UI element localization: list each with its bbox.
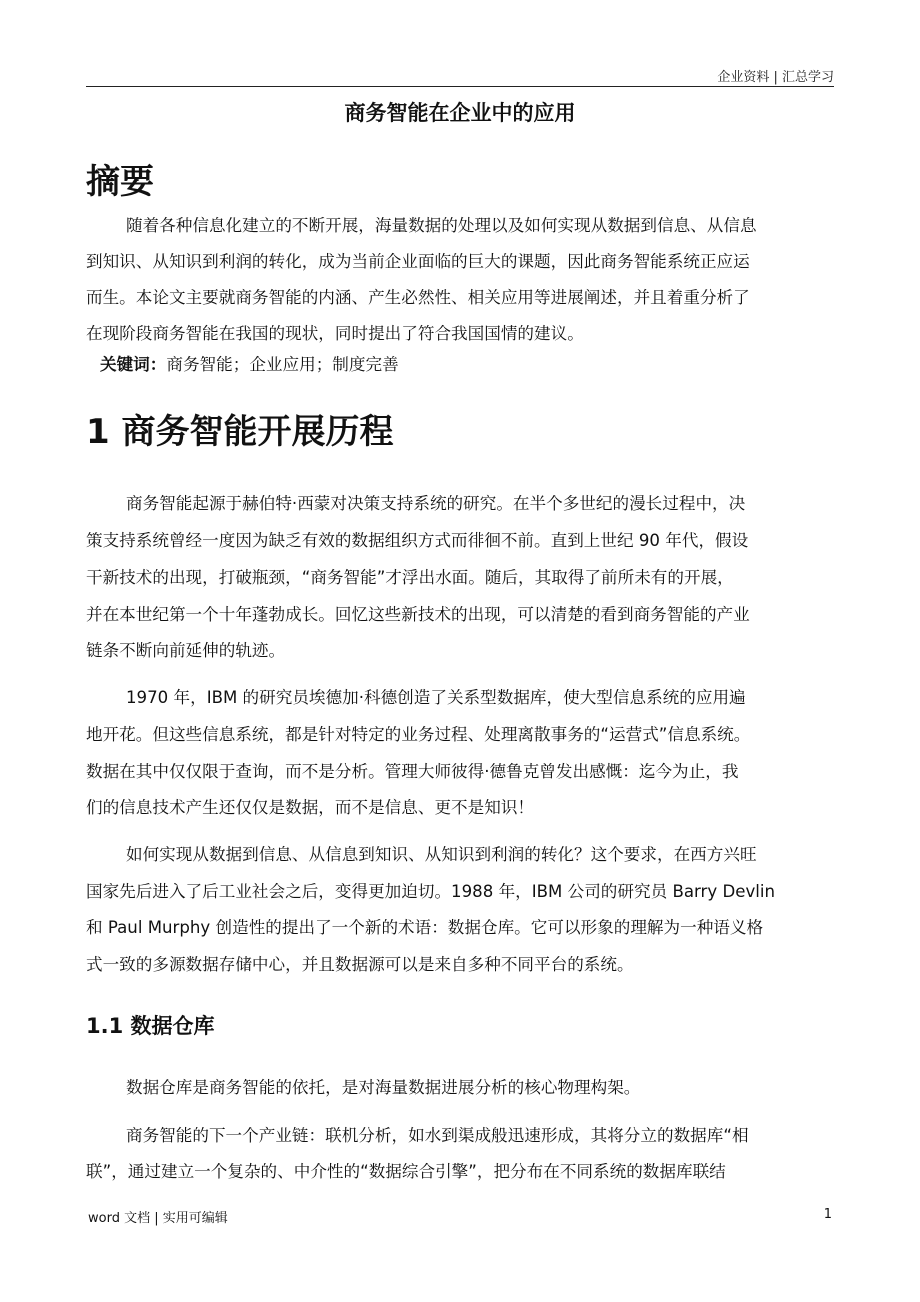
section-1-1-para-2-line: 联”，通过建立一个复杂的、中介性的“数据综合引擎”，把分布在不同系统的数据库联结 (86, 1162, 726, 1181)
footer-note: word 文档 | 实用可编辑 (88, 1211, 228, 1226)
section-1-para-3-line: 式一致的多源数据存储中心，并且数据源可以是来自多种不同平台的系统。 (86, 955, 634, 974)
section-1-para-2-line: 地开花。但这些信息系统，都是针对特定的业务过程、处理离散事务的“运营式”信息系统。 (86, 725, 751, 744)
section-1-para-2-line: 数据在其中仅仅限于查询，而不是分析。管理大师彼得·德鲁克曾发出感慨：迄今为止，我 (86, 762, 739, 781)
section-1-para-3-line: 如何实现从数据到信息、从信息到知识、从知识到利润的转化？这个要求，在西方兴旺 (126, 845, 757, 864)
keywords-label: 关键词： (100, 355, 167, 374)
section-1-para-3-line: 国家先后进入了后工业社会之后，变得更加迫切。1988 年，IBM 公司的研究员 Barry Devlin (86, 882, 776, 901)
section-1-para-2-line: 们的信息技术产生还仅仅是数据，而不是信息、更不是知识！ (86, 798, 535, 817)
header-note: 企业资料 | 汇总学习 (717, 70, 834, 85)
section-1-para-1-line: 策支持系统曾经一度因为缺乏有效的数据组织方式而徘徊不前。直到上世纪 90 年代，假设 (86, 531, 749, 550)
section-1-1-heading: 1.1 数据仓库 (86, 1014, 215, 1038)
section-1-heading: 1 商务智能开展历程 (86, 412, 394, 452)
abstract-line: 到知识、从知识到利润的转化，成为当前企业面临的巨大的课题，因此商务智能系统正应运 (86, 252, 750, 271)
abstract-line: 在现阶段商务智能在我国的现状，同时提出了符合我国国情的建议。 (86, 324, 584, 343)
section-1-para-1-line: 链条不断向前延伸的轨迹。 (86, 641, 286, 660)
abstract-line: 而生。本论文主要就商务智能的内涵、产生必然性、相关应用等进展阐述，并且着重分析了 (86, 288, 750, 307)
page-number: 1 (823, 1207, 832, 1222)
section-1-1-para-1-line: 数据仓库是商务智能的依托，是对海量数据进展分析的核心物理构架。 (126, 1078, 641, 1097)
section-1-para-1-line: 干新技术的出现，打破瓶颈，“商务智能”才浮出水面。随后，其取得了前所未有的开展， (86, 568, 734, 587)
keywords-text: 商务智能；企业应用；制度完善 (166, 355, 399, 374)
document-title: 商务智能在企业中的应用 (344, 101, 576, 125)
abstract-heading: 摘要 (86, 162, 154, 202)
header-divider (86, 86, 834, 87)
section-1-para-1-line: 并在本世纪第一个十年蓬勃成长。回忆这些新技术的出现，可以清楚的看到商务智能的产业 (86, 605, 750, 624)
section-1-para-3-line: 和 Paul Murphy 创造性的提出了一个新的术语：数据仓库。它可以形象的理解为一种语义格 (86, 918, 764, 937)
abstract-line: 随着各种信息化建立的不断开展，海量数据的处理以及如何实现从数据到信息、从信息 (126, 216, 757, 235)
section-1-para-1-line: 商务智能起源于赫伯特·西蒙对决策支持系统的研究。在半个多世纪的漫长过程中，决 (126, 494, 746, 513)
section-1-1-para-2-line: 商务智能的下一个产业链：联机分析，如水到渠成般迅速形成，其将分立的数据库“相 (126, 1126, 749, 1145)
section-1-para-2-line: 1970 年，IBM 的研究员埃德加·科德创造了关系型数据库，使大型信息系统的应用遍 (126, 688, 746, 707)
keywords-line (100, 353, 399, 377)
